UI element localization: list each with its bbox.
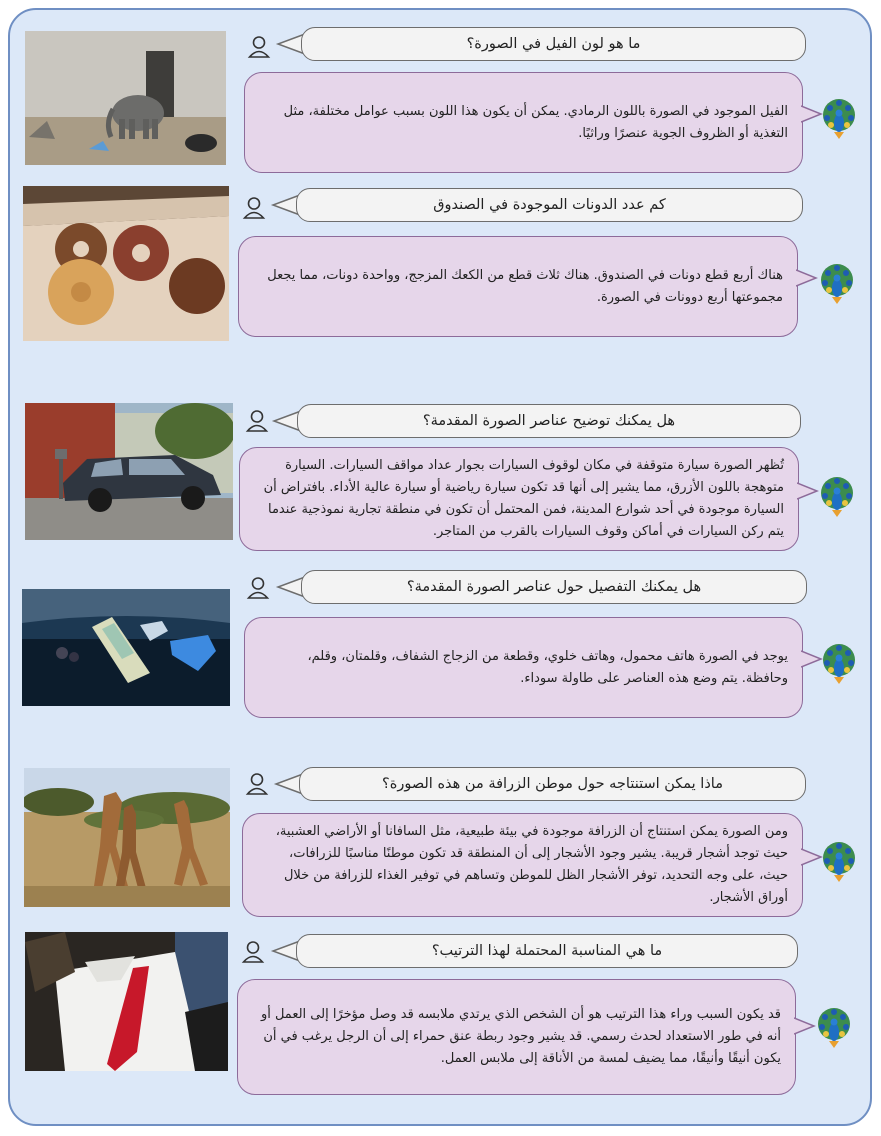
question-text: ما هو لون الفيل في الصورة؟ bbox=[301, 27, 806, 61]
user-icon bbox=[246, 576, 270, 600]
answer-tail bbox=[794, 1015, 816, 1037]
user-icon bbox=[247, 35, 271, 59]
peacock-icon bbox=[822, 841, 856, 883]
user-icon bbox=[241, 940, 265, 964]
elephant-photo bbox=[25, 31, 226, 165]
user-icon bbox=[245, 772, 269, 796]
peacock-icon bbox=[820, 263, 854, 305]
answer-bubble bbox=[242, 813, 803, 917]
question-text: هل يمكنك التفصيل حول عناصر الصورة المقدمة؟ bbox=[301, 570, 807, 604]
answer-bubble bbox=[244, 617, 803, 718]
giraffes-photo bbox=[24, 768, 230, 907]
answer-text: هناك أربع قطع دونات في الصندوق. هناك ثلاث قطع من الكعك المزجج، وواحدة دونات، مما يجعل مجموعتها أربع دوونات في الصورة. bbox=[267, 267, 783, 305]
answer-text: تُظهر الصورة سيارة متوقفة في مكان لوقوف السيارات بجوار عداد مواقف السيارات. السيارة متوهجة باللون الأزرق، مما يشير إلى أنها قد تكون سيارة رياضية أو سيارة عالية الأداء. بافتراض أن السيارة موجودة في أحد شوارع المدينة، فمن المحتمل أن تكون في منطقة تجارية نموذجية عندما يتم ركن السيارات في أماكن وقوف السيارات بالقرب من المتاجر. bbox=[263, 458, 784, 539]
question-bubble bbox=[271, 404, 801, 438]
answer-tail bbox=[801, 846, 823, 868]
peacock-icon bbox=[822, 98, 856, 140]
answer-bubble bbox=[239, 447, 799, 551]
peacock-icon bbox=[820, 476, 854, 518]
phone-photo bbox=[22, 589, 230, 706]
question-text: ما هي المناسبة المحتملة لهذا الترتيب؟ bbox=[296, 934, 798, 968]
answer-bubble bbox=[237, 979, 796, 1095]
answer-bubble bbox=[238, 236, 798, 337]
shirt-tie-photo bbox=[25, 932, 228, 1071]
answer-text: الفيل الموجود في الصورة باللون الرمادي. يمكن أن يكون هذا اللون بسبب عوامل مختلفة، مثل التغذية أو الظروف الجوية عنصرًا وراثيًا. bbox=[283, 103, 788, 141]
peacock-icon bbox=[822, 643, 856, 685]
answer-text: قد يكون السبب وراء هذا الترتيب هو أن الشخص الذي يرتدي ملابسه قد وصل مؤخرًا إلى العمل أو أنه في طور الاستعداد لحدث رسمي. قد يشير وجود ربطة عنق حمراء إلى أن الرجل يرغب في أن يكون أنيقًا وأنيقًا، مما يضيف لمسة من الأناقة إلى ملابس العمل. bbox=[260, 1007, 781, 1066]
question-bubble bbox=[270, 188, 803, 222]
donuts-photo bbox=[23, 186, 229, 341]
question-text: هل يمكنك توضيح عناصر الصورة المقدمة؟ bbox=[297, 404, 801, 438]
answer-text: يوجد في الصورة هاتف محمول، وهاتف خلوي، وقطعة من الزجاج الشفاف، وقلمتان، وقلم، وحافظة. يتم وضع هذه العناصر على طاولة سوداء. bbox=[307, 648, 788, 686]
answer-tail bbox=[796, 267, 818, 289]
answer-bubble bbox=[244, 72, 803, 173]
user-icon bbox=[242, 196, 266, 220]
answer-tail bbox=[801, 103, 823, 125]
car-photo bbox=[25, 403, 233, 540]
question-bubble bbox=[275, 27, 806, 61]
question-text: كم عدد الدونات الموجودة في الصندوق bbox=[296, 188, 803, 222]
peacock-icon bbox=[817, 1007, 851, 1049]
answer-text: ومن الصورة يمكن استنتاج أن الزرافة موجودة في بيئة طبيعية، مثل السافانا أو الأراضي العشبية، حيث توجد أشجار قريبة. يشير وجود الأشجار إلى أن المنطقة قد تكون موطنًا مناسبًا للزرافات، حيث، على وجه التحديد، توفر الأشجار الظل للموطن وتساهم في توفير الغذاء للزرافة من خلال أوراق الأشجار. bbox=[275, 824, 788, 905]
user-icon bbox=[245, 409, 269, 433]
question-text: ماذا يمكن استنتاجه حول موطن الزرافة من هذه الصورة؟ bbox=[299, 767, 806, 801]
question-bubble bbox=[273, 767, 806, 801]
answer-tail bbox=[797, 480, 819, 502]
question-bubble bbox=[270, 934, 798, 968]
answer-tail bbox=[801, 648, 823, 670]
question-bubble bbox=[275, 570, 807, 604]
